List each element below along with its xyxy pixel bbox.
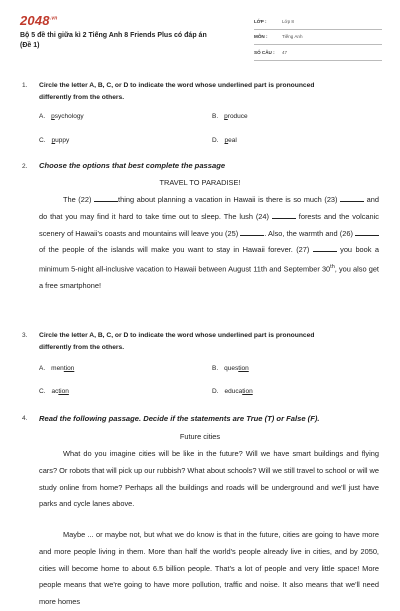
document-header	[0, 0, 400, 62]
option-text: roduce	[227, 113, 248, 120]
passage-text: all-inclusive vacation to Hawaii between August 11th and September 30	[95, 264, 331, 274]
blank-23[interactable]	[340, 196, 364, 202]
option-text: men	[51, 365, 64, 372]
passage-paragraph-1	[39, 446, 379, 513]
passage-text: , you also	[334, 264, 367, 274]
passage-text: get a free smartphone!	[39, 264, 379, 291]
meta-value: Lớp 8	[282, 18, 294, 24]
passage-text: thing about planning a vacation in Hawaii is there is so much	[118, 195, 322, 204]
underlined-part: p	[224, 113, 228, 120]
passage-title: TRAVEL TO PARADISE!	[159, 178, 241, 187]
passage-text: have more pollution, traffic and noise. It also means that we'll need more homes	[39, 580, 379, 607]
blank-26[interactable]	[355, 230, 379, 236]
passage-body	[39, 192, 379, 295]
passage-text: and do that you may find it hard to take time out to sleep. The lush (24)	[39, 195, 379, 221]
passage-text: buildings and flying cars? Or robots that will pick up our rubbish? What about	[39, 449, 379, 475]
blank-25[interactable]	[240, 230, 264, 236]
option-label: D.	[212, 388, 219, 395]
option-text: ac	[51, 388, 59, 395]
option-text: ques	[224, 365, 239, 372]
meta-row-subject	[254, 30, 382, 46]
question-number: 4.	[22, 415, 28, 422]
underlined-part: tion	[63, 365, 75, 372]
question-number: 2.	[22, 163, 28, 170]
question-instruction	[39, 80, 384, 104]
passage-text: forests and the volcanic scenery of Hawaii's coasts and mountains will leave	[39, 211, 379, 238]
document-title	[20, 31, 250, 50]
passage-text: the buildings and roads will be underground and we'll just have parks and cycle lanes	[39, 482, 379, 509]
meta-value: 47	[282, 49, 288, 55]
blank-22[interactable]	[94, 196, 118, 202]
document-meta	[254, 14, 382, 61]
meta-row-count	[254, 45, 382, 61]
passage-text: (23)	[324, 195, 341, 204]
instruction-line: Circle the letter A, B, C, or D to indicate the word whose underlined part is pronounced	[39, 82, 315, 89]
underlined-part: tion	[58, 388, 69, 395]
question-number: 3.	[22, 332, 28, 339]
passage-text: What do you imagine cities will be like in the future? Will we have smart	[63, 449, 311, 458]
option-label: C.	[39, 388, 46, 395]
option-label: C.	[39, 137, 46, 144]
option-text: eal	[228, 137, 237, 144]
option-b[interactable]	[212, 365, 249, 372]
blank-24[interactable]	[272, 213, 296, 219]
option-c[interactable]	[39, 137, 69, 144]
option-a[interactable]	[39, 365, 74, 372]
question-number: 1.	[22, 82, 28, 89]
meta-label: LỚP :	[254, 18, 267, 24]
passage-text: schools? Will we still travel to school or will we study online from home? Perhaps all	[39, 465, 379, 492]
passage-text: already live in cities, and by 2050, cities will become home to about 6.5 billion people.	[39, 546, 379, 573]
underlined-part: tion	[242, 388, 253, 395]
option-text: educa	[224, 388, 243, 395]
passage-text: of the people of the islands will	[39, 245, 148, 255]
meta-label: SỐ CÂU :	[254, 49, 275, 55]
option-b[interactable]	[212, 113, 248, 120]
passage-text: The (22)	[63, 195, 95, 204]
passage-title: Future cities	[179, 432, 221, 441]
superscript: th	[330, 264, 335, 271]
passage-text: going to have more and more people living in them. More than half the world's people	[39, 530, 379, 556]
passage-text: above.	[112, 499, 135, 509]
passage-text: That's a lot of people and very little space! More people means that we're going to	[39, 563, 380, 590]
option-label: B.	[212, 113, 219, 120]
passage-text: Maybe ... or maybe not, but what we do know is that in the future, cities are	[63, 530, 313, 539]
passage-text: you (25)	[210, 228, 241, 238]
blank-27[interactable]	[313, 246, 337, 252]
option-label: A.	[39, 365, 46, 372]
passage-text: you book a minimum 5-night	[39, 245, 379, 274]
meta-value: Tiếng Anh	[282, 34, 303, 40]
option-d[interactable]	[212, 388, 253, 395]
question-instruction	[39, 330, 384, 354]
passage-text: make you want to stay in Hawaii forever. (27)	[151, 245, 313, 255]
document-title-line1: Bộ 5 đề thi giữa kì 2 Tiếng Anh 8 Friends Plus có đáp án	[20, 32, 207, 39]
instruction-line: Circle the letter A, B, C, or D to indicate the word whose underlined part is pronounced	[39, 332, 315, 339]
instruction-line: differently from the others.	[39, 94, 125, 101]
option-d[interactable]	[212, 137, 237, 144]
passage-text: . Also, the warmth and (26)	[264, 228, 356, 238]
underlined-part: p	[224, 137, 229, 144]
option-c[interactable]	[39, 388, 69, 395]
option-text: uppy	[55, 137, 70, 144]
option-label: A.	[39, 113, 46, 120]
logo-suffix: .vn	[49, 15, 58, 22]
question-instruction: Read the following passage. Decide if the statements are True (T) or False (F).	[39, 414, 320, 423]
meta-row-class	[254, 14, 382, 30]
option-a[interactable]	[39, 113, 84, 120]
question-instruction: Choose the options that best complete the passage	[39, 161, 226, 170]
site-logo[interactable]	[20, 13, 58, 28]
meta-label: MÔN :	[254, 34, 268, 40]
passage-paragraph-2	[39, 527, 379, 611]
underlined-part: tion	[238, 365, 249, 372]
document-title-line2: (Đề 1)	[20, 41, 40, 49]
underlined-part: p	[51, 137, 56, 144]
option-label: D.	[212, 137, 219, 144]
instruction-line: differently from the others.	[39, 344, 125, 351]
option-label: B.	[212, 365, 219, 372]
logo-text: 2048	[20, 13, 50, 28]
underlined-part: p	[51, 113, 55, 120]
option-text: sychology	[54, 113, 84, 120]
